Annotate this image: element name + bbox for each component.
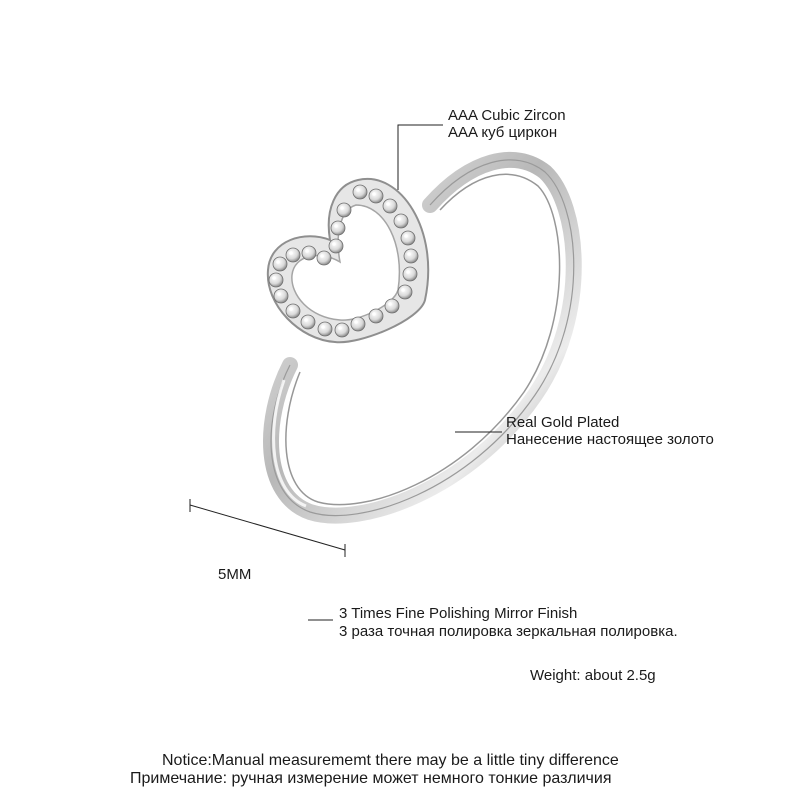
zircon-stone <box>401 231 415 245</box>
stone-highlight <box>277 292 281 296</box>
zircon-stone <box>274 289 288 303</box>
zircon-stone <box>286 304 300 318</box>
zircon-stone <box>318 322 332 336</box>
stone-highlight <box>401 288 405 292</box>
weight-label: Weight: about 2.5g <box>530 667 656 684</box>
zircon-stone <box>403 267 417 281</box>
zircon-stone <box>369 309 383 323</box>
stone-highlight <box>356 188 360 192</box>
stone-highlight <box>386 202 390 206</box>
polish-label-ru: 3 раза точная полировка зеркальная полировка. <box>339 623 678 640</box>
zircon-stone <box>335 323 349 337</box>
zircon-stone <box>329 239 343 253</box>
notice-text-ru: Примечание: ручная измерение может немного тонкие различия <box>130 770 612 787</box>
gold-plated-label-ru: Нанесение настоящее золото <box>506 431 714 448</box>
stone-highlight <box>321 325 325 329</box>
zircon-stone <box>269 273 283 287</box>
polish-label-en: 3 Times Fine Polishing Mirror Finish <box>339 605 578 622</box>
stone-highlight <box>340 206 344 210</box>
stone-highlight <box>404 234 408 238</box>
zircon-stone <box>301 315 315 329</box>
stone-highlight <box>407 252 411 256</box>
zircon-stone <box>302 246 316 260</box>
zircon-stone <box>337 203 351 217</box>
notice-text-en: Notice:Manual measurememt there may be a little tiny difference <box>162 752 619 769</box>
stone-highlight <box>289 251 293 255</box>
stone-highlight <box>289 307 293 311</box>
zircon-stone <box>369 189 383 203</box>
zircon-stone <box>385 299 399 313</box>
zircon-stone <box>331 221 345 235</box>
stone-highlight <box>372 312 376 316</box>
zircon-stone <box>404 249 418 263</box>
stone-highlight <box>334 224 338 228</box>
zircon-stone <box>394 214 408 228</box>
zircon-label-en: AAA Cubic Zircon <box>448 107 566 124</box>
stone-highlight <box>276 260 280 264</box>
zircon-stone <box>317 251 331 265</box>
zircon-stone <box>353 185 367 199</box>
heart-setting <box>268 179 428 342</box>
stone-highlight <box>397 217 401 221</box>
stone-highlight <box>338 326 342 330</box>
stone-highlight <box>332 242 336 246</box>
zircon-stone <box>383 199 397 213</box>
stone-highlight <box>305 249 309 253</box>
zircon-stone <box>273 257 287 271</box>
zircon-stone <box>398 285 412 299</box>
stone-highlight <box>406 270 410 274</box>
gold-plated-label-en: Real Gold Plated <box>506 414 620 431</box>
zircon-stone <box>286 248 300 262</box>
stone-highlight <box>354 320 358 324</box>
stone-highlight <box>372 192 376 196</box>
stone-highlight <box>320 254 324 258</box>
zircon-label-ru: AAA куб циркон <box>448 124 558 141</box>
stone-highlight <box>388 302 392 306</box>
stone-highlight <box>272 276 276 280</box>
stone-highlight <box>304 318 308 322</box>
zircon-stone <box>351 317 365 331</box>
width-label: 5MM <box>218 566 252 583</box>
